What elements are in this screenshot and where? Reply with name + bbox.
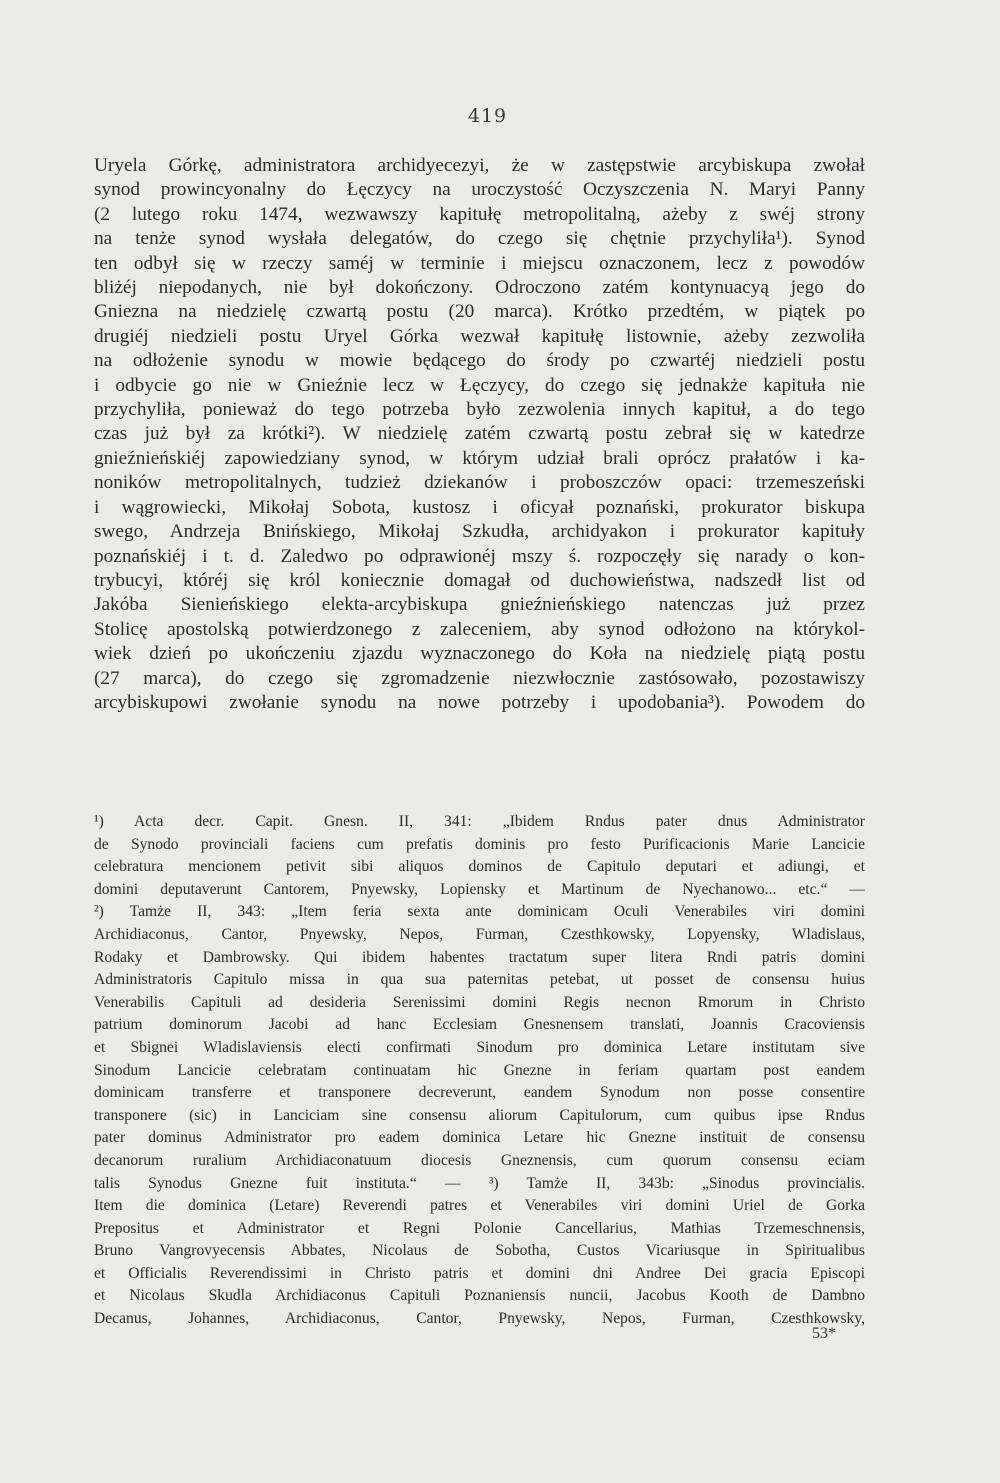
footnote-line: Prepositus et Administrator et Regni Polonie Cancellarius, Mathias Trzemeschnensis, [94, 1219, 865, 1237]
text-line: i wągrowiecki, Mikołaj Sobota, kustosz i oficyał poznański, prokurator biskupa [94, 496, 865, 518]
text-line: poznańskiéj i t. d. Zaledwo po odprawionéj mszy ś. rozpoczęły się narady o kon- [94, 545, 865, 567]
footnote-line: Venerabilis Capituli ad desideria Serenissimi domini Regis necnon Rmorum in Christo [94, 993, 865, 1011]
footnote-line: de Synodo provinciali faciens cum prefatis dominis pro festo Purificacionis Marie Lancicie [94, 835, 865, 853]
footnote-line: Sinodum Lancicie celebratam continuatam hic Gnezne in feriam quartam post eandem [94, 1061, 865, 1079]
text-line: Uryela Górkę, administratora archidyecezyi, że w zastępstwie arcybiskupa zwołał [94, 155, 865, 176]
text-line: i odbycie go nie w Gnieźnie lecz w Łęczycy, do czego się jednakże kapituła nie [94, 374, 865, 396]
text-line: Gniezna na niedzielę czwartą postu (20 marca). Krótko przedtém, w piątek po [94, 301, 865, 323]
text-line: wiek dzień po ukończeniu zjazdu wyznaczonego do Koła na niedzielę piątą postu [94, 643, 865, 665]
footnote-line: ²) Tamże II, 343: „Item feria sexta ante dominicam Oculi Venerabiles viri domini [94, 903, 865, 921]
footnote-line: pater dominus Administrator pro eadem dominica Letare hic Gnezne instituit de consensu [94, 1129, 865, 1147]
text-line: Jakóba Sienieńskiego elekta-arcybiskupa gnieźnieńskiego natenczas już przez [94, 594, 865, 616]
text-line: (2 lutego roku 1474, wezwawszy kapitułę metropolitalną, ażeby z swéj strony [94, 203, 865, 225]
footnote-line: et Officialis Reverendissimi in Christo patris et domini dni Andree Dei gracia Episcopi [94, 1264, 865, 1282]
text-line: gnieźnieńskiéj zapowiedziany synod, w którym udział brali oprócz prałatów i ka- [94, 447, 865, 469]
text-line: (27 marca), do czego się zgromadzenie niezwłocznie zastósowało, pozostawiszy [94, 667, 865, 689]
text-line: synod prowincyonalny do Łęczycy na uroczystość Oczyszczenia N. Maryi Panny [94, 179, 865, 201]
footnote-line: domini deputaverunt Cantorem, Pnyewsky, Lopiensky et Martinum de Nyechanowo... etc.“ — [94, 880, 865, 898]
text-line: przychyliła, ponieważ do tego potrzeba było zezwolenia innych kapituł, a do tego [94, 399, 865, 421]
footnote-line: decanorum ruralium Archidiaconatuum diocesis Gneznensis, cum quorum consensu eciam [94, 1151, 865, 1169]
text-line: drugiéj niedzieli postu Uryel Górka wezwał kapitułę listownie, ażeby zezwoliła [94, 325, 865, 347]
footnote-line: patrium dominorum Jacobi ad hanc Ecclesiam Gnesnensem translati, Joannis Cracoviensis [94, 1016, 865, 1034]
footnote-line: et Nicolaus Skudla Archidiaconus Capituli Poznaniensis nuncii, Jacobus Kooth de Dambno [94, 1287, 865, 1305]
main-text-block [94, 154, 865, 715]
footnote-line: Item die dominica (Letare) Reverendi patres et Venerabiles viri domini Uriel de Gorka [94, 1197, 865, 1215]
footnote-line: Archidiaconus, Cantor, Pnyewsky, Nepos, Furman, Czesthkowsky, Lopyensky, Wladislaus, [94, 925, 865, 943]
text-line: trybucyi, któréj się król koniecznie domagał od duchowieństwa, nadszedł list od [94, 569, 865, 591]
text-line: Stolicę apostolską potwierdzonego z zaleceniem, aby synod odłożono na którykol- [94, 618, 865, 640]
footnote-line: Rodaky et Dambrowsky. Qui ibidem habentes tractatum super litera Rndi patris domini [94, 948, 865, 966]
text-line: na odłożenie synodu w mowie będącego do środy po czwartéj niedzieli postu [94, 350, 865, 372]
text-line: bliżéj niepodanych, nie był dokończony. Odroczono zatém kontynuacyą jego do [94, 277, 865, 299]
footnote-line: ¹) Acta decr. Capit. Gnesn. II, 341: „Ibidem Rndus pater dnus Administrator [94, 813, 865, 830]
footnote-line: talis Synodus Gnezne fuit instituta.“ — ³) Tamże II, 343b: „Sinodus provincialis. [94, 1174, 865, 1192]
footnote-line: celebratura mencionem petivit sibi aliquos dominos de Capitulo deputari et adiungi, et [94, 858, 865, 876]
footnote-line: Administratoris Capitulo missa in qua sua paternitas petebat, ut posset de consensu huius [94, 971, 865, 989]
footnote-line: Bruno Vangrovyecensis Abbates, Nicolaus de Sobotha, Custos Vicariusque in Spiritualibus [94, 1242, 865, 1260]
footnote-line: Decanus, Johannes, Archidiaconus, Cantor, Pnyewsky, Nepos, Furman, Czesthkowsky, [94, 1310, 865, 1328]
footnote-line: transponere (sic) in Lanciciam sine consensu aliorum Capitulorum, cum quibus ipse Rndus [94, 1106, 865, 1124]
text-line: ten odbył się w rzeczy saméj w terminie i miejscu oznaczonem, lecz z powodów [94, 252, 865, 274]
footnote-line: et Sbignei Wladislaviensis electi confirmati Sinodum pro dominica Letare institutam sive [94, 1038, 865, 1056]
text-line: noników metropolitalnych, tudzież dziekanów i proboszczów opaci: trzemeszeński [94, 472, 865, 494]
page-number: 419 [467, 105, 508, 127]
text-line: czas już był za krótki²). W niedzielę zatém czwartą postu zebrał się w katedrze [94, 423, 865, 445]
printer-signature-mark: 53* [812, 1325, 836, 1342]
footnote-line: dominicam transferre et transponere decreverunt, eandem Synodum non posse consentire [94, 1084, 865, 1102]
text-line: swego, Andrzeja Bnińskiego, Mikołaj Szkudła, archidyakon i prokurator kapituły [94, 521, 865, 543]
footnotes-block [94, 811, 865, 1331]
text-line: na tenże synod wysłała delegatów, do czego się chętnie przychyliła¹). Synod [94, 228, 865, 250]
text-line: arcybiskupowi zwołanie synodu na nowe potrzeby i upodobania³). Powodem do [94, 691, 865, 713]
